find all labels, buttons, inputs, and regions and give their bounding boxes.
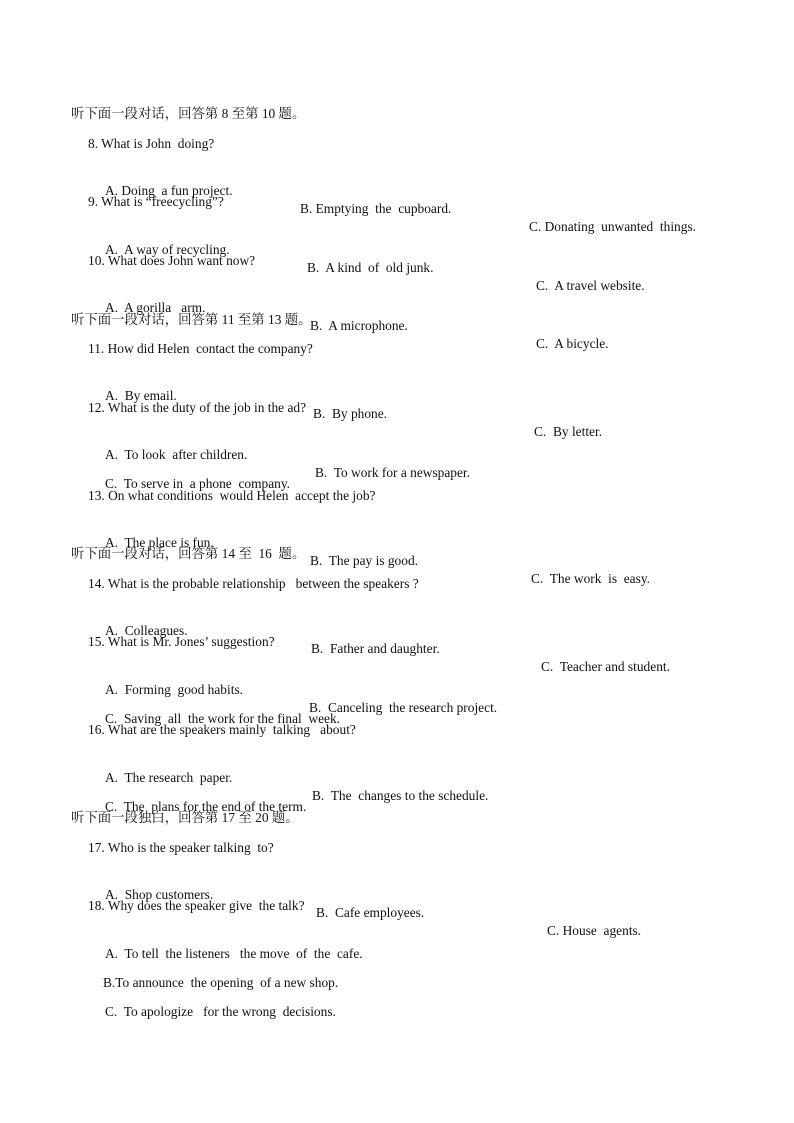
option-a: A. Doing a fun project. [105, 183, 233, 198]
question-12: 12. What is the duty of the job in the ad? [88, 400, 307, 415]
option-c: C. Donating unwanted things. [529, 219, 696, 234]
question-10: 10. What does John want now? [88, 253, 256, 268]
option-a: A. A gorilla arm. [105, 300, 206, 315]
option-a: A. To look after children. [105, 447, 248, 462]
option-a: A. By email. [105, 388, 177, 403]
section-instruction: 听下面一段对话，回答第 8 至第 10 题。 [71, 106, 306, 121]
option-c: C. Saving all the work for the final week. [105, 711, 341, 726]
question-15: 15. What is Mr. Jones’ suggestion? [88, 634, 275, 649]
option-b: B. Father and daughter. [311, 641, 440, 656]
section-instruction: 听下面一段对话，回答第 14 至 16 题。 [71, 546, 306, 561]
option-c: C. House agents. [547, 923, 642, 938]
options-row [105, 985, 765, 1021]
option-b: B. To work for a newspaper. [315, 465, 471, 480]
option-b: B. A microphone. [310, 318, 408, 333]
option-a: A. Colleagues. [105, 623, 188, 638]
question-16: 16. What are the speakers mainly talking about? [88, 722, 356, 737]
question-18: 18. Why does the speaker give the talk? [88, 898, 305, 913]
question-14: 14. What is the probable relationship between the speakers ? [88, 576, 419, 591]
option-c: C. A bicycle. [536, 336, 609, 351]
section-instruction: 听下面一段独白，回答第 17 至 20 题。 [71, 810, 299, 825]
question-17: 17. Who is the speaker talking to? [88, 840, 274, 855]
question-8: 8. What is John doing? [88, 136, 215, 151]
option-b: B. The changes to the schedule. [312, 788, 489, 803]
option-b: B. A kind of old junk. [307, 260, 434, 275]
option-c: C. The work is easy. [531, 571, 651, 586]
option-b: B. Emptying the cupboard. [300, 201, 452, 216]
option-c: C. The plans for the end of the term. [105, 799, 307, 814]
section-instruction: 听下面一段对话，回答第 11 至第 13 题。 [71, 312, 312, 327]
option-b: B. Canceling the research project. [309, 700, 498, 715]
option-a: A. Shop customers. [105, 887, 214, 902]
option-a: A. To tell the listeners the move of the cafe. [105, 946, 363, 961]
option-c: C. A travel website. [536, 278, 645, 293]
question-11: 11. How did Helen contact the company? [88, 341, 313, 356]
question-13: 13. On what conditions would Helen accept the job? [88, 488, 376, 503]
option-b: B. Cafe employees. [316, 905, 425, 920]
option-a: A. The research paper. [105, 770, 233, 785]
option-c: C. To apologize for the wrong decisions. [105, 1004, 336, 1019]
question-9: 9. What is “freecycling”? [88, 194, 224, 209]
option-b: B.To announce the opening of a new shop. [103, 975, 339, 990]
option-a: A. The place is fun. [105, 535, 214, 550]
option-a: A. Forming good habits. [105, 682, 243, 697]
option-b: B. The pay is good. [310, 553, 418, 568]
option-a: A. A way of recycling. [105, 242, 230, 257]
option-b: B. By phone. [313, 406, 388, 421]
option-c: C. To serve in a phone company. [105, 476, 291, 491]
option-c: C. Teacher and student. [541, 659, 670, 674]
option-c: C. By letter. [534, 424, 603, 439]
